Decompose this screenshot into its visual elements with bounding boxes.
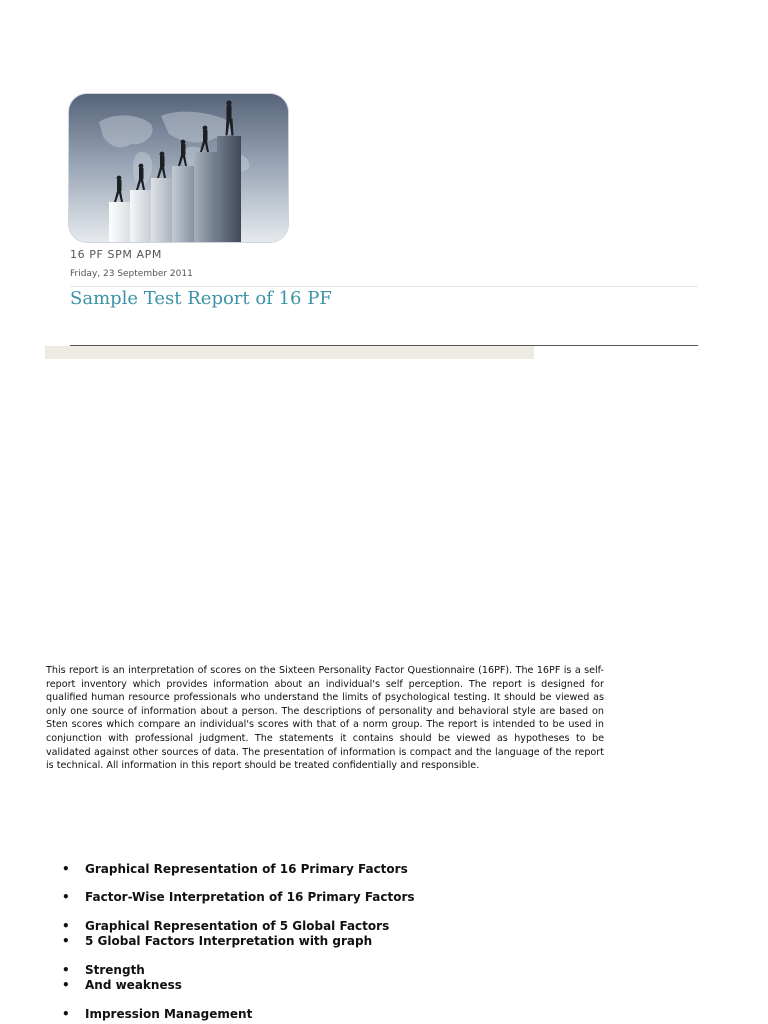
bullet-icon: • xyxy=(62,978,70,992)
intro-paragraph: This report is an interpretation of scores on the Sixteen Personality Factor Questionnaire (16PF). The 16PF is a self-report inventory which provides information about an individual's self perception. The report is designed for qualified human resource professionals who understand the limits of psychological testing. It should be viewed as only one source of information about a person. The descriptions of personality and behavioral style are based on Sten scores which compare an individual's scores with that of a norm group. The report is intended to be used in conjunction with professional judgment. The statements it contains should be viewed as hypotheses to be validated against other sources of data. The presentation of information is compact and the language of the report is technical. All information in this report should be treated confidentially and responsible. xyxy=(46,665,604,772)
list-item-label: And weakness xyxy=(85,978,182,992)
divider xyxy=(70,286,698,287)
list-item-label: Impression Management xyxy=(85,1007,253,1021)
decorative-band xyxy=(45,346,534,359)
bullet-icon: • xyxy=(62,890,70,904)
bullet-icon: • xyxy=(62,963,70,977)
header-image xyxy=(69,94,288,242)
list-item-label: Factor-Wise Interpretation of 16 Primary Factors xyxy=(85,890,415,904)
list-item-label: Graphical Representation of 5 Global Factors xyxy=(85,919,390,933)
bullet-icon: • xyxy=(62,1007,70,1021)
bullet-icon: • xyxy=(62,862,70,876)
business-staircase-illustration xyxy=(69,94,288,242)
post-title[interactable]: Sample Test Report of 16 PF xyxy=(70,288,332,309)
blog-name[interactable]: 16 PF SPM APM xyxy=(70,248,163,261)
list-item-label: 5 Global Factors Interpretation with graph xyxy=(85,934,373,948)
list-item-label: Graphical Representation of 16 Primary Factors xyxy=(85,862,408,876)
bullet-icon: • xyxy=(62,934,70,948)
bullet-icon: • xyxy=(62,919,70,933)
list-item-label: Strength xyxy=(85,963,145,977)
post-date: Friday, 23 September 2011 xyxy=(70,269,193,279)
